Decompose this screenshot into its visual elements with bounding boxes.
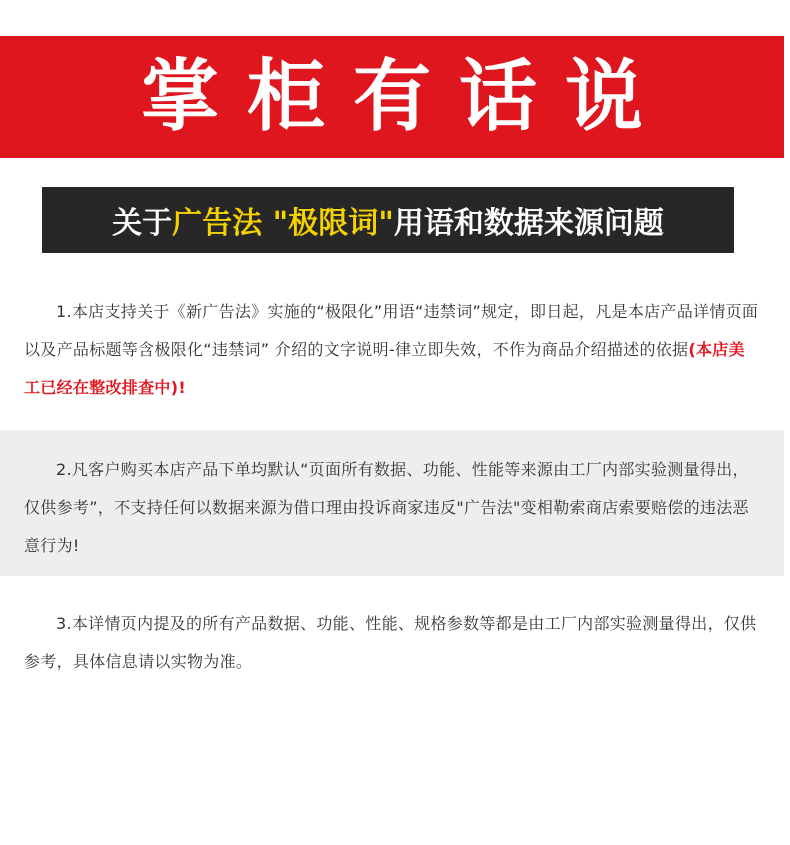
notice-paragraph-1 — [24, 293, 760, 407]
notice-section-2 — [0, 430, 784, 576]
paragraph-1-text: 1.本店支持关于《新广告法》实施的“极限化”用语“违禁词”规定，即日起，凡是本店产品详情页面以及产品标题等含极限化“违禁词” 介绍的文字说明-律立即失效，不作为商品介绍描述的依据 — [24, 302, 759, 359]
subtitle-prefix: 关于 — [112, 206, 173, 241]
paragraph-3-text: 3.本详情页内提及的所有产品数据、功能、性能、规格参数等都是由工厂内部实验测量得出，仅供参考，具体信息请以实物为准。 — [24, 614, 757, 671]
subtitle-suffix: 用语和数据来源问题 — [393, 206, 664, 241]
notice-paragraph-3 — [24, 605, 760, 681]
title-banner — [0, 36, 784, 158]
subtitle-bar — [42, 187, 734, 253]
notice-section-1 — [0, 293, 784, 423]
notice-section-3 — [0, 605, 784, 705]
subtitle-highlight: 广告法 "极限词" — [172, 206, 394, 241]
notice-paragraph-2 — [24, 451, 760, 565]
paragraph-2-text: 2.凡客户购买本店产品下单均默认“页面所有数据、功能、性能等来源由工厂内部实验测量得出，仅供参考”，不支持任何以数据来源为借口理由投诉商家违反"广告法"变相勒索商店索要赔偿的违法恶意行为! — [24, 460, 749, 555]
banner-title: 掌柜有话说 — [140, 52, 671, 142]
paragraph-1-emphasis: (本店美工已经在整改排查中)! — [24, 340, 745, 397]
